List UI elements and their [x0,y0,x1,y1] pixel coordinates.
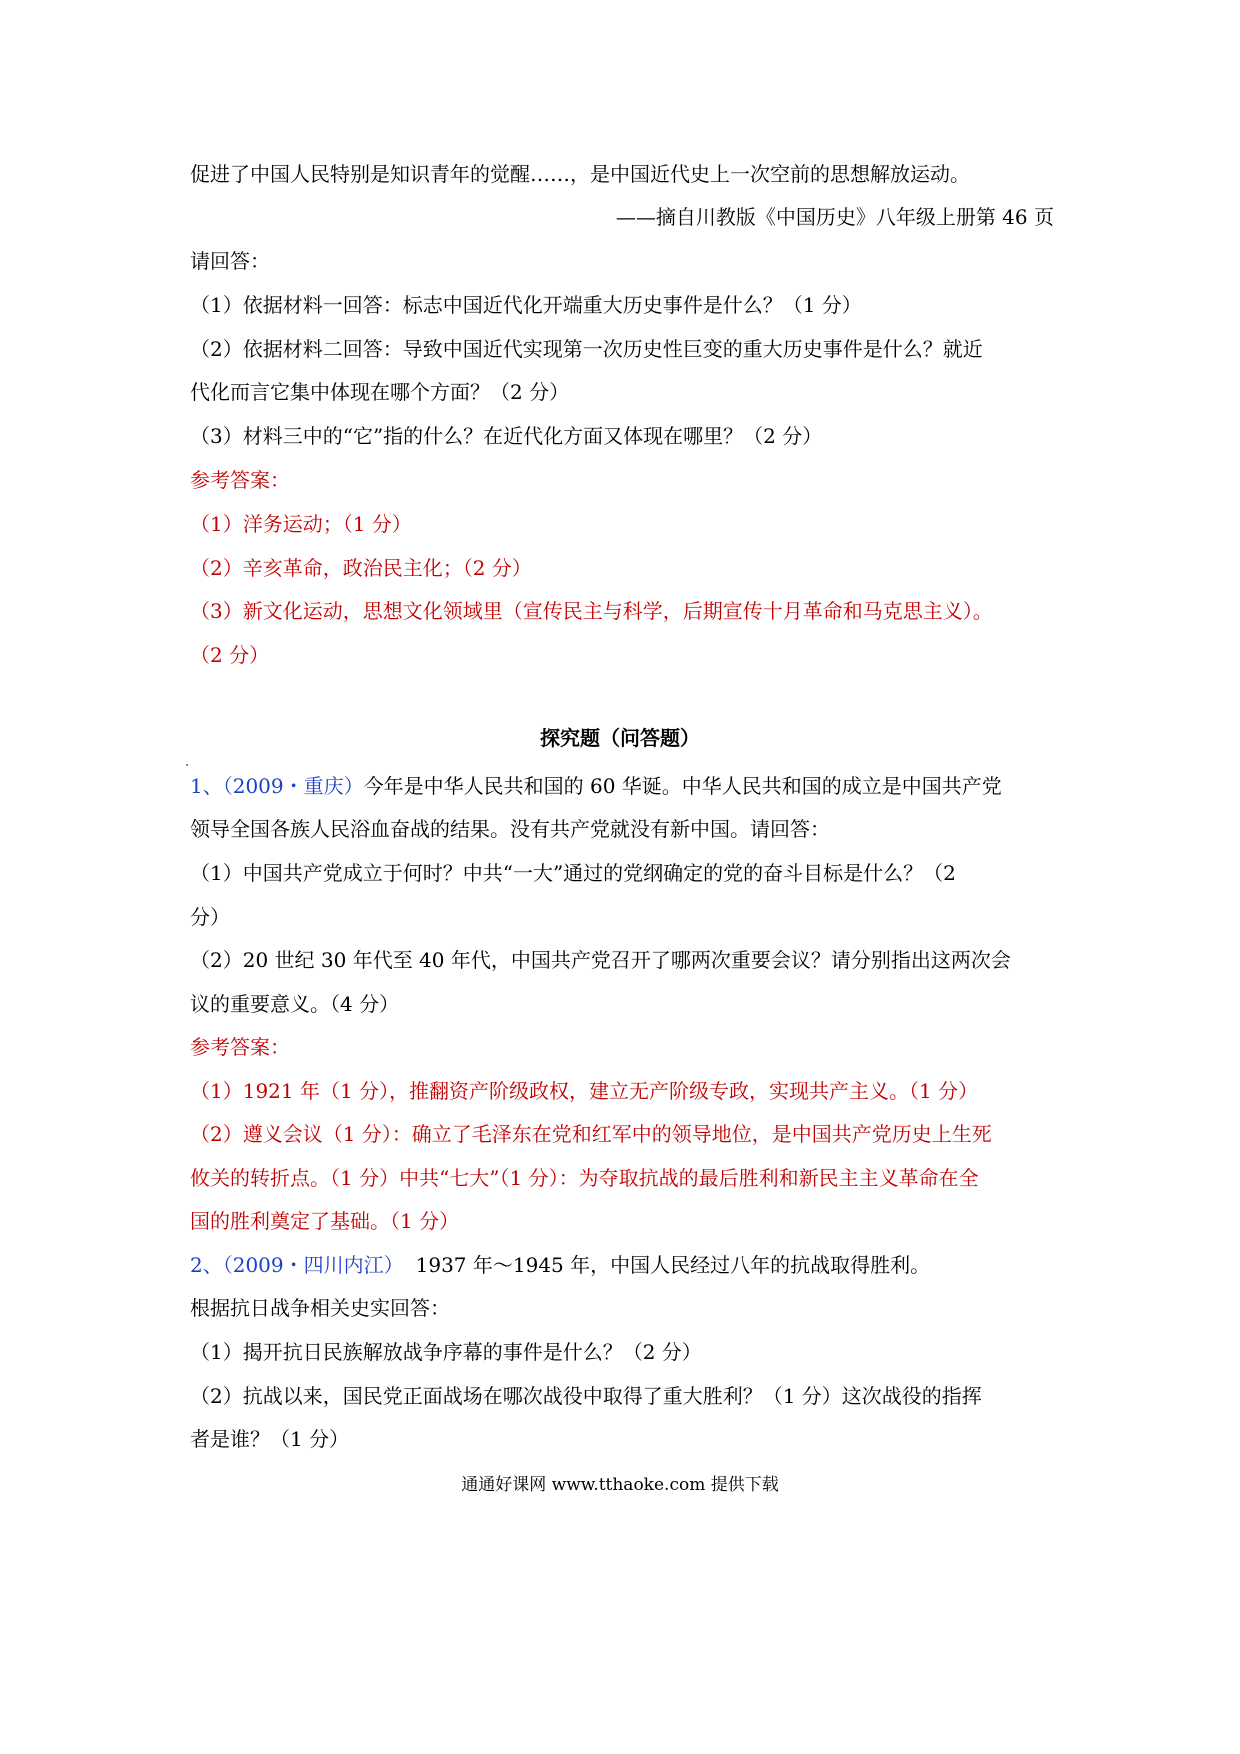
answer-3-line-2: （2 分） [190,643,270,667]
problem-1-question-2-line-2: 议的重要意义。（4 分） [190,992,400,1016]
problem-1-intro-text: 今年是中华人民共和国的 60 华诞。中华人民共和国的成立是中国共产党 [363,774,1002,798]
problem-1-question-1-line-1: （1）中国共产党成立于何时？中共“一大”通过的党纲确定的党的奋斗目标是什么？（2 [190,861,956,885]
question-2-line-2: 代化而言它集中体现在哪个方面？（2 分） [190,380,570,404]
problem-1-question-1-line-2: 分） [190,905,230,929]
source-citation: ——摘自川教版《中国历史》八年级上册第 46 页 [615,205,1054,229]
answer-1: （1）洋务运动；（1 分） [190,512,412,536]
problem-1-question-2-line-1: （2）20 世纪 30 年代至 40 年代，中国共产党召开了哪两次重要会议？请分别指出这两次会 [190,948,1011,972]
answer-2: （2）辛亥革命，政治民主化；（2 分） [190,556,532,580]
stray-mark [186,764,188,766]
answer-label-2: 参考答案： [190,1035,290,1059]
answer-label: 参考答案： [190,468,290,492]
problem-1-intro-line-1 [190,772,1002,800]
problem-1-answer-2-line-2: 攸关的转折点。（1 分）中共“七大”（1 分）：为夺取抗战的最后胜利和新民主主义革命在全 [190,1166,979,1190]
problem-2-prompt: 根据抗日战争相关史实回答： [190,1296,450,1320]
footer-watermark: 通通好课网 www.tthaoke.com 提供下载 [461,1475,779,1495]
problem-2-question-1: （1）揭开抗日民族解放战争序幕的事件是什么？（2 分） [190,1340,702,1364]
problem-1-answer-1: （1）1921 年（1 分），推翻资产阶级政权，建立无产阶级专政，实现共产主义。（1 分） [190,1079,979,1103]
question-2-line-1: （2）依据材料二回答：导致中国近代实现第一次历史性巨变的重大历史事件是什么？就近 [190,337,983,361]
intro-line: 促进了中国人民特别是知识青年的觉醒……，是中国近代史上一次空前的思想解放运动。 [190,162,970,186]
problem-1-answer-2-line-1: （2）遵义会议（1 分）：确立了毛泽东在党和红军中的领导地位，是中国共产党历史上生死 [190,1122,992,1146]
problem-1-tag: 1、（2009・重庆） [190,774,364,798]
section-heading: 探究题（问答题） [540,726,700,750]
prompt: 请回答： [190,249,270,273]
problem-2-intro [190,1251,930,1279]
problem-2-question-2-line-2: 者是谁？（1 分） [190,1427,350,1451]
question-3: （3）材料三中的“它”指的什么？在近代化方面又体现在哪里？（2 分） [190,424,823,448]
problem-2-tag: 2、（2009・四川内江） [190,1253,404,1277]
problem-1-intro-line-2: 领导全国各族人民浴血奋战的结果。没有共产党就没有新中国。请回答： [190,817,830,841]
problem-1-answer-2-line-3: 国的胜利奠定了基础。（1 分） [190,1209,460,1233]
problem-2-question-2-line-1: （2）抗战以来，国民党正面战场在哪次战役中取得了重大胜利？（1 分）这次战役的指挥 [190,1384,982,1408]
problem-2-intro-text: 1937 年～1945 年，中国人民经过八年的抗战取得胜利。 [415,1253,931,1277]
answer-3-line-1: （3）新文化运动，思想文化领域里（宣传民主与科学，后期宣传十月革命和马克思主义）。 [190,599,993,623]
question-1: （1）依据材料一回答：标志中国近代化开端重大历史事件是什么？（1 分） [190,293,862,317]
